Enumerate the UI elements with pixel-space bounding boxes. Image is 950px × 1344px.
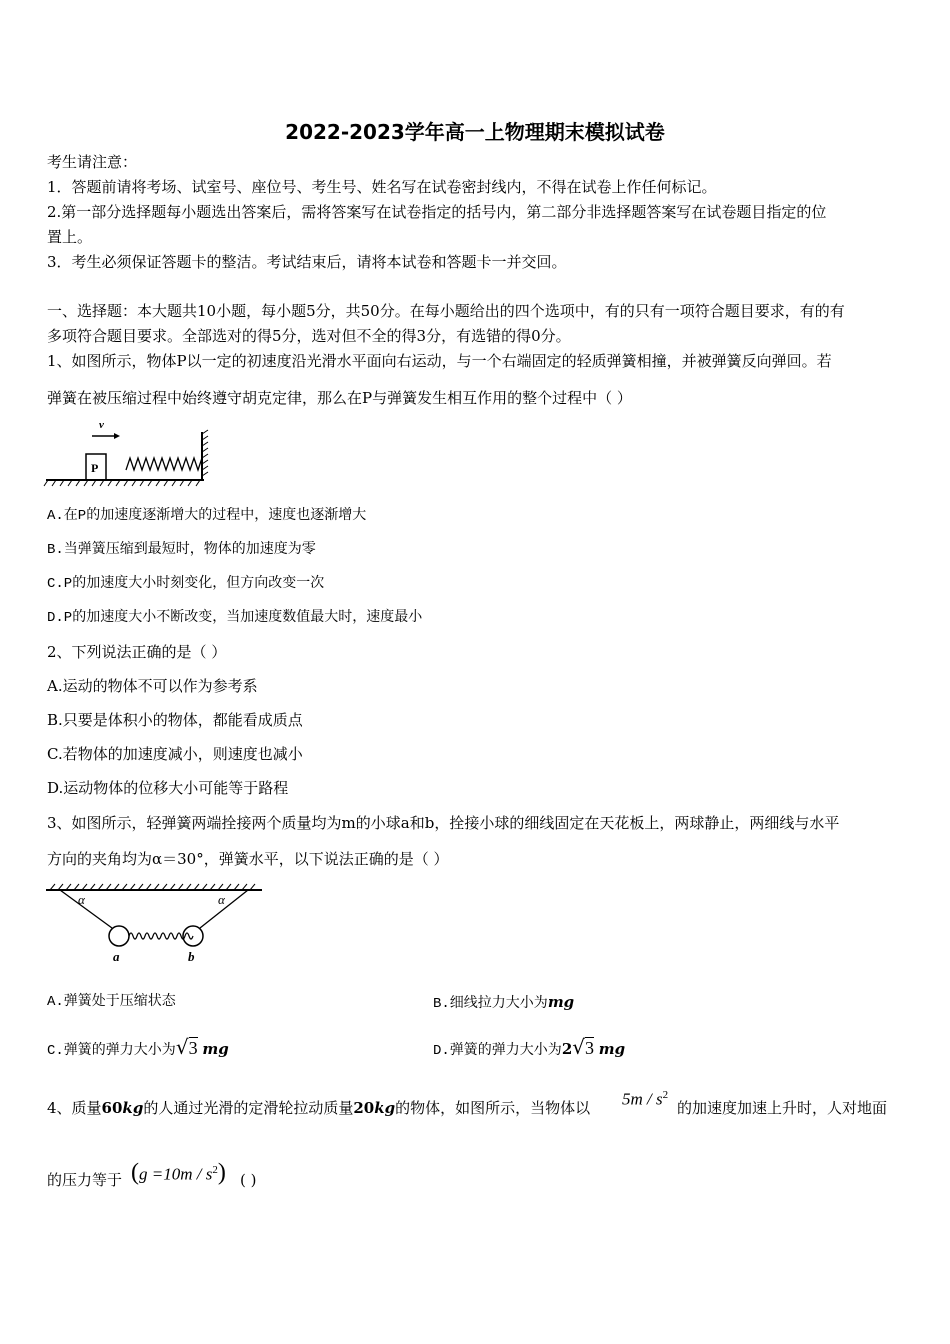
q3-option-c-var: mg: [202, 1040, 229, 1058]
ball-b-label: b: [188, 949, 195, 964]
q3-stem: 3、如图所示，轻弹簧两端拴接两个质量均为m的小球a和b，拴接小球的细线固定在天花板上，两球静止，两细线与水平: [47, 814, 840, 832]
q3-option-d-coef: 2: [561, 1040, 573, 1058]
q1-option-a: A.在P的加速度逐渐增大的过程中，速度也逐渐增大: [47, 508, 367, 524]
q1-option-c: C.P的加速度大小时刻变化，但方向改变一次: [47, 576, 325, 592]
block-label: P: [91, 461, 99, 475]
q3-option-c-sqrt: √3: [175, 1035, 198, 1059]
q1-stem: 1、如图所示，物体P以一定的初速度沿光滑水平面向右运动，与一个右端固定的轻质弹簧相撞，并被弹簧反向弹回。若: [47, 352, 832, 370]
notice-heading: 考生请注意：: [47, 153, 138, 171]
q3-option-b-text: B.细线拉力大小为: [433, 996, 548, 1012]
q2-option-a: A.运动的物体不可以作为参考系: [47, 677, 258, 695]
q1-option-b: B.当弹簧压缩到最短时，物体的加速度为零: [47, 542, 316, 558]
spring-coil: [126, 458, 202, 470]
q3-option-c-text: C.弹簧的弹力大小为: [47, 1043, 176, 1059]
angle-label-right: α: [218, 892, 225, 907]
q4-answer-bracket: ( ): [240, 1171, 257, 1189]
q1-stem: 弹簧在被压缩过程中始终遵守胡克定律，那么在P与弹簧发生相互作用的整个过程中（ ）: [47, 389, 632, 407]
q1-spring-figure: [44, 418, 214, 493]
notice-item: 3．考生必须保证答题卡的整洁。考试结束后，请将本试卷和答题卡一并交回。: [47, 253, 567, 271]
q3-option-d-sqrt: √3: [572, 1035, 594, 1059]
q3-option-c: [47, 1033, 229, 1065]
velocity-label: v: [99, 419, 104, 431]
q2-option-c: C.若物体的加速度减小，则速度也减小: [47, 745, 303, 763]
q3-option-a: A.弹簧处于压缩状态: [47, 994, 176, 1010]
q3-option-b-var: mg: [547, 993, 575, 1011]
notice-item: 2.第一部分选择题每小题选出答案后，需将答案写在试卷指定的括号内，第二部分非选择题答案写在试卷题目指定的位: [47, 203, 827, 221]
section-instructions: 一、选择题：本大题共10小题，每小题5分，共50分。在每小题给出的四个选项中，有的只有一项符合题目要求，有的有: [47, 302, 845, 320]
page-title: 2022-2023学年高一上物理期末模拟试卷: [285, 120, 665, 144]
string-left: [60, 890, 112, 928]
q4-stem-tail: 的加速度加速上升时，人对地面: [677, 1099, 888, 1117]
notice-item: 1．答题前请将考场、试室号、座位号、考生号、姓名写在试卷密封线内，不得在试卷上作任何标记。: [47, 178, 717, 196]
q3-option-d-var: mg: [598, 1040, 626, 1058]
q3-option-b: [433, 992, 574, 1014]
q4-acceleration: $5m / s^2$: [622, 1089, 669, 1109]
q4-stem: 4、质量60kg的人通过光滑的定滑轮拉动质量20kg的物体，如图所示，当物体以: [47, 1099, 591, 1117]
q2-stem: 2、下列说法正确的是（ ）: [47, 643, 227, 661]
q4-stem: 的压力等于: [47, 1171, 123, 1189]
q4-gravity-expr: $(g =10m / s^2)$: [131, 1159, 226, 1186]
q3-option-d-text: D.弹簧的弹力大小为: [433, 1043, 562, 1059]
q3-stem: 方向的夹角均为α＝30°，弹簧水平，以下说法正确的是（ ）: [47, 850, 449, 868]
section-instructions: 多项符合题目要求。全部选对的得5分，选对但不全的得3分，有选错的得0分。: [47, 327, 571, 345]
q3-option-d: [433, 1033, 625, 1065]
q2-option-b: B.只要是体积小的物体，都能看成质点: [47, 711, 303, 729]
q1-option-d: D.P的加速度大小不断改变，当加速度数值最大时，速度最小: [47, 610, 423, 626]
ball-a-label: a: [113, 949, 120, 964]
angle-label-left: α: [78, 892, 85, 907]
q2-option-d: D.运动物体的位移大小可能等于路程: [47, 779, 289, 797]
ball-a: [109, 926, 129, 946]
q3-two-ball-figure: [46, 884, 266, 966]
notice-item: 置上。: [47, 228, 93, 246]
